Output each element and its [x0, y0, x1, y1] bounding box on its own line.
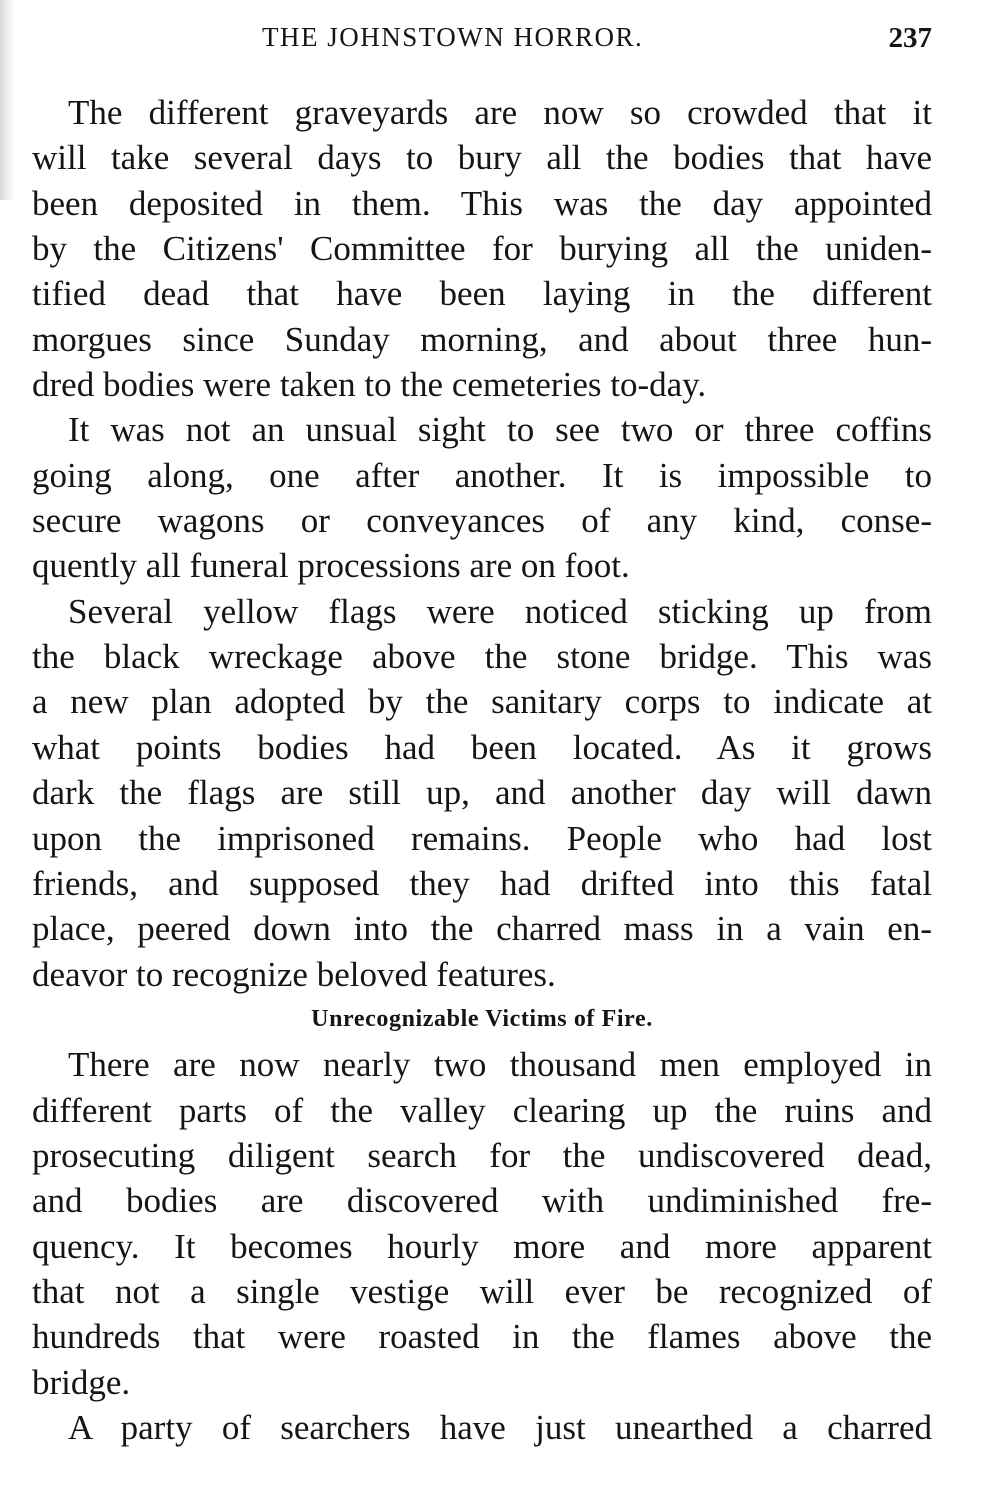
text-line: place, peered down into the charred mass in a vain en- — [32, 909, 932, 949]
section-subheading: Unrecognizable Victims of Fire. — [311, 1005, 653, 1032]
text-line: by the Citizens' Committee for burying all the uniden- — [32, 229, 932, 269]
text-line: upon the imprisoned remains. People who had lost — [32, 818, 932, 858]
text-line: prosecuting diligent search for the undiscovered dead, — [32, 1135, 932, 1175]
text-line: different parts of the valley clearing up the ruins and — [32, 1090, 932, 1130]
body-text — [32, 90, 932, 1450]
text-line: tified dead that have been laying in the different — [32, 274, 932, 314]
text-line: going along, one after another. It is impossible to — [32, 455, 932, 495]
text-line: that not a single vestige will ever be recognized of — [32, 1271, 932, 1311]
text-line: a new plan adopted by the sanitary corps to indicate at — [32, 682, 932, 722]
text-line: bridge. — [32, 1362, 131, 1402]
text-line: A party of searchers have just unearthed a charred — [68, 1407, 932, 1447]
text-line: hundreds that were roasted in the flames above the — [32, 1317, 932, 1357]
text-line: been deposited in them. This was the day appointed — [32, 183, 932, 223]
page-number: 237 — [888, 22, 932, 54]
running-head: THE JOHNSTOWN HORROR. — [262, 22, 644, 52]
text-line: quently all funeral processions are on foot. — [32, 546, 630, 586]
text-line: deavor to recognize beloved features. — [32, 954, 556, 994]
text-line: There are now nearly two thousand men employed in — [68, 1045, 932, 1085]
text-line: what points bodies had been located. As it grows — [32, 727, 932, 767]
text-line: It was not an unsual sight to see two or three coffins — [68, 410, 932, 450]
text-line: will take several days to bury all the bodies that have — [32, 138, 932, 178]
text-line: The different graveyards are now so crowded that it — [68, 93, 932, 132]
text-line: and bodies are discovered with undiminished fre- — [32, 1181, 932, 1221]
text-line: friends, and supposed they had drifted into this fatal — [32, 863, 932, 903]
text-line: the black wreckage above the stone bridge. This was — [32, 637, 932, 677]
text-line: morgues since Sunday morning, and about three hun- — [32, 319, 932, 359]
page-header — [0, 22, 1000, 62]
text-line: dark the flags are still up, and another day will dawn — [32, 773, 932, 813]
text-line: dred bodies were taken to the cemeteries to-day. — [32, 365, 707, 405]
text-line: quency. It becomes hourly more and more apparent — [32, 1226, 932, 1266]
text-line: Several yellow flags were noticed sticking up from — [68, 591, 932, 631]
text-line: secure wagons or conveyances of any kind, conse- — [32, 501, 932, 541]
